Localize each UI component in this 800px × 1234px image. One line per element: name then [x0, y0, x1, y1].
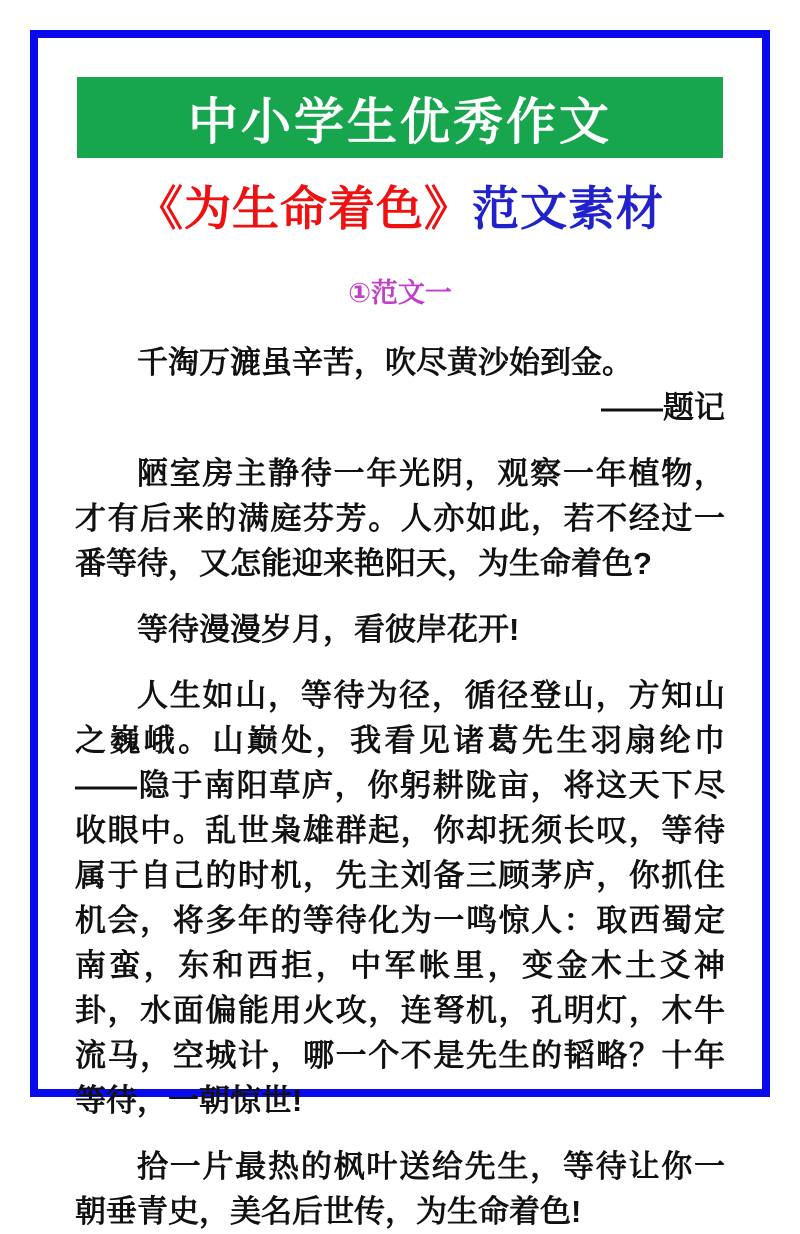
- page-title-suffix: 范文素材: [472, 182, 664, 235]
- essay-paragraph: 陋室房主静待一年光阴，观察一年植物，才有后来的满庭芬芳。人亦如此，若不经过一番等待，又怎能迎来艳阳天，为生命着色?: [75, 456, 725, 581]
- epigraph-attribution: ——题记: [601, 390, 725, 425]
- section-label-text: ①范文一: [348, 278, 452, 308]
- essay-paragraph: 拾一片最热的枫叶送给先生，等待让你一朝垂青史，美名后世传，为生命着色!: [75, 1149, 725, 1229]
- banner-title: 中小学生优秀作文: [188, 93, 612, 150]
- essay-body: [38, 340, 762, 1234]
- section-label: [38, 271, 762, 310]
- page-title-topic: 《为生命着色》: [136, 182, 472, 235]
- essay-paragraph: 人生如山，等待为径，循径登山，方知山之巍峨。山巅处，我看见诸葛先生羽扇纶巾——隐于南阳草庐，你躬耕陇亩，将这天下尽收眼中。乱世枭雄群起，你却抚须长叹，等待属于自己的时机，先主刘备三顾茅庐，你抓住机会，将多年的等待化为一鸣惊人：取西蜀定南蛮，东和西拒，中军帐里，变金木土爻神卦，水面偏能用火攻，连弩机，孔明灯，木牛流马，空城计，哪一个不是先生的韬略？十年等待，一朝惊世!: [75, 678, 725, 1118]
- essay-paragraph: 等待漫漫岁月，看彼岸花开!: [137, 612, 520, 647]
- page-border-frame: [30, 30, 770, 1229]
- page-title: [38, 172, 762, 239]
- header-banner: [77, 77, 723, 158]
- epigraph: 千淘万漉虽辛苦，吹尽黄沙始到金。: [137, 345, 633, 380]
